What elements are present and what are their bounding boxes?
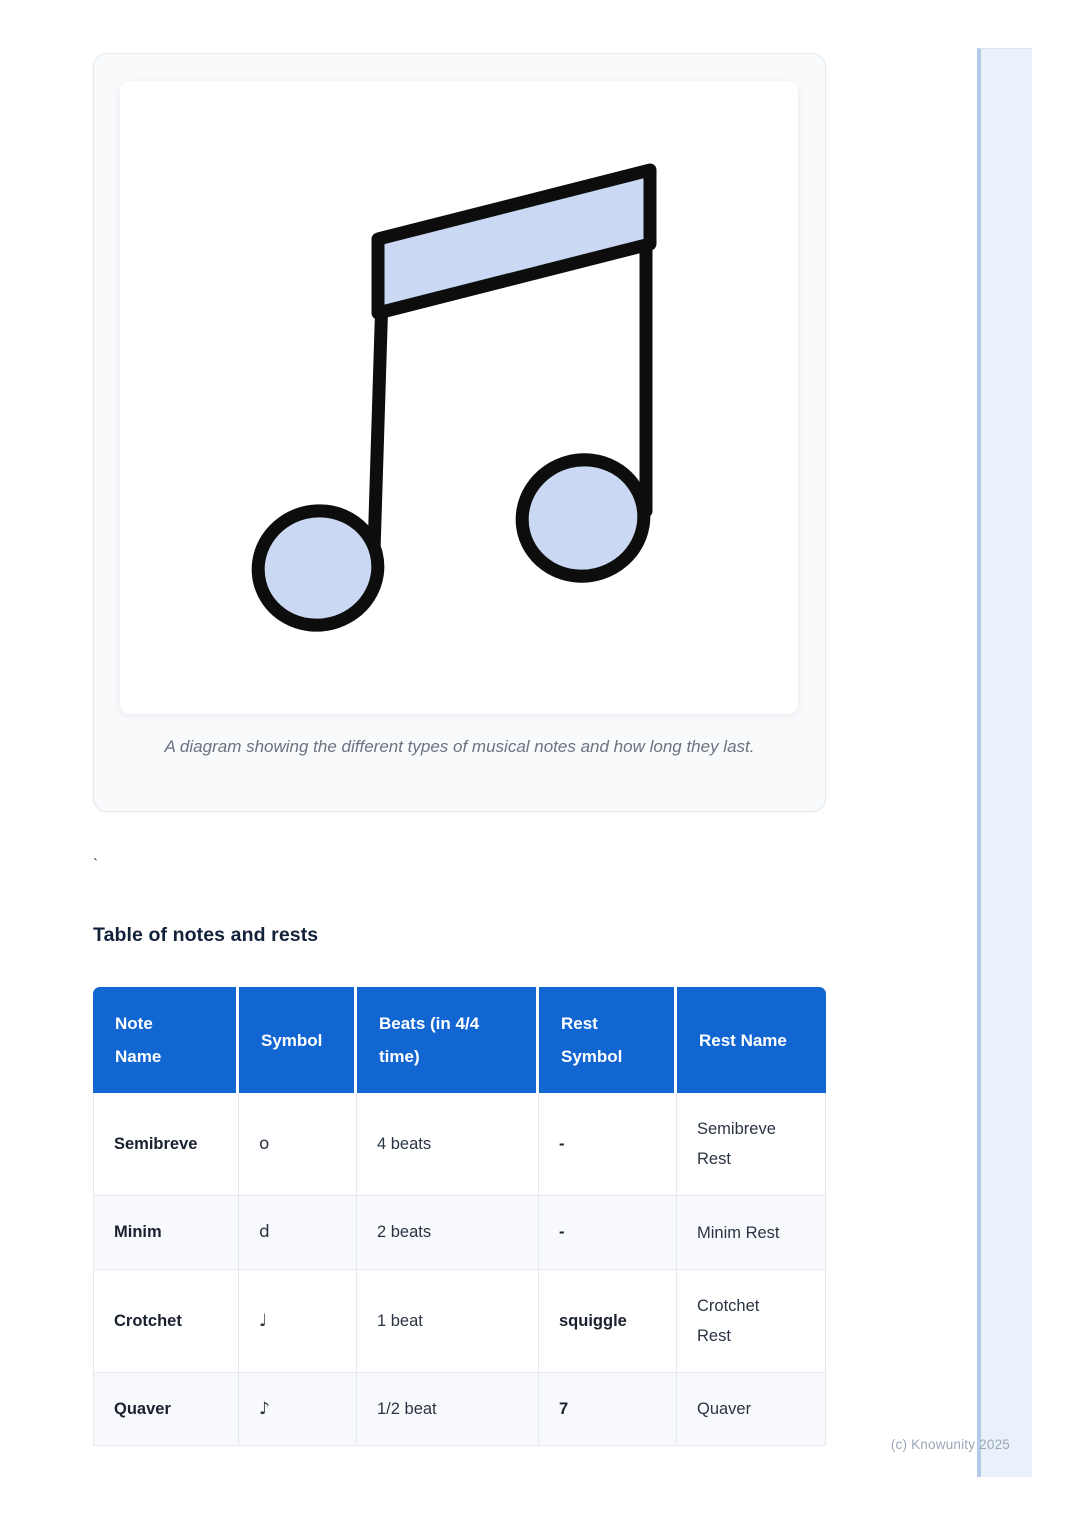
cell-symbol: ♩ — [239, 1270, 357, 1373]
cell-beats: 4 beats — [357, 1093, 539, 1196]
header-rest-name: Rest Name — [677, 987, 826, 1093]
cell-symbol: o — [239, 1093, 357, 1196]
cell-note-name: Crotchet — [93, 1270, 239, 1373]
figure-card — [93, 53, 826, 812]
figure-caption: A diagram showing the different types of musical notes and how long they last. — [164, 737, 755, 756]
table-row-minim — [93, 1196, 826, 1270]
header-rest-symbol: Rest Symbol — [539, 987, 677, 1093]
header-beats: Beats (in 4/4 time) — [357, 987, 539, 1093]
section-heading: Table of notes and rests — [93, 924, 319, 946]
page-margin-bar — [977, 48, 1032, 1477]
cell-rest-name: Semibreve Rest — [677, 1093, 826, 1196]
cell-note-name: Minim — [93, 1196, 239, 1270]
table-row-semibreve — [93, 1093, 826, 1196]
header-symbol: Symbol — [239, 987, 357, 1093]
cell-rest-symbol: 7 — [539, 1373, 677, 1447]
notes-and-rests-table — [93, 987, 826, 1446]
cell-beats: 1/2 beat — [357, 1373, 539, 1447]
cell-rest-symbol: squiggle — [539, 1270, 677, 1373]
cell-rest-name: Minim Rest — [677, 1196, 826, 1270]
page-content — [93, 0, 826, 1446]
table-row-quaver — [93, 1373, 826, 1447]
copyright-watermark: (c) Knowunity 2025 — [890, 1437, 1010, 1452]
beamed-quaver-note-icon — [120, 81, 798, 714]
table-header-row — [93, 987, 826, 1093]
cell-rest-symbol: - — [539, 1093, 677, 1196]
cell-note-name: Semibreve — [93, 1093, 239, 1196]
table-row-crotchet — [93, 1270, 826, 1373]
stray-backtick-text: ` — [93, 856, 98, 873]
table-body — [93, 1093, 826, 1446]
cell-beats: 1 beat — [357, 1270, 539, 1373]
cell-rest-name: Quaver — [677, 1373, 826, 1447]
cell-symbol: d — [239, 1196, 357, 1270]
table-header — [93, 987, 826, 1093]
cell-beats: 2 beats — [357, 1196, 539, 1270]
cell-rest-symbol: - — [539, 1196, 677, 1270]
cell-symbol: ♪ — [239, 1373, 357, 1447]
header-note-name: Note Name — [93, 987, 239, 1093]
figure-image-panel — [120, 81, 798, 714]
cell-rest-name: Crotchet Rest — [677, 1270, 826, 1373]
cell-note-name: Quaver — [93, 1373, 239, 1447]
